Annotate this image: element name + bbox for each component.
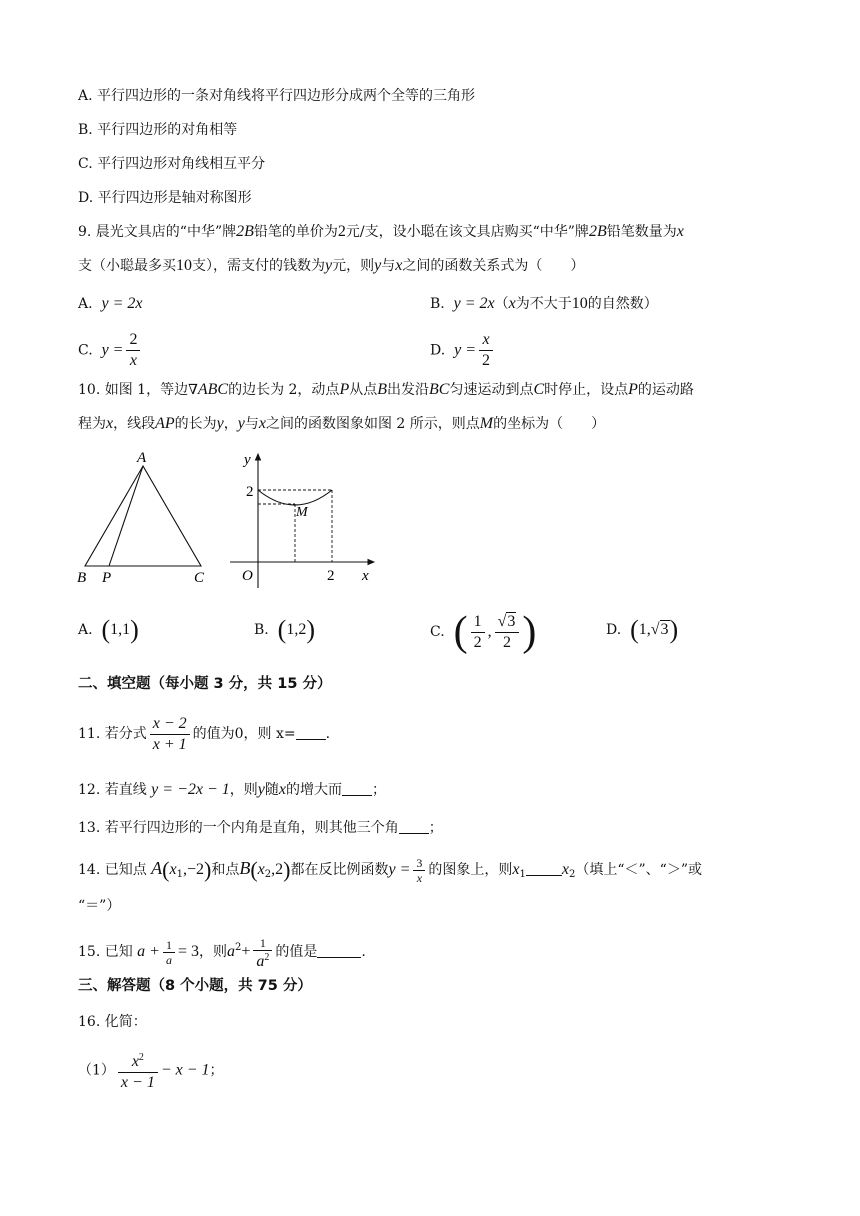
q15: 15. 已知 a + $\frac{1}{a}$ = 3，则$a^2+$ $\frac{1}{a^2}$ 的值是 . <box>78 935 366 970</box>
label-p: P <box>102 570 112 586</box>
q9-stem-line1: 9. 晨光文具店的“中华”牌2B铅笔的单价为2元/支，设小聪在该文具店购买“中华”牌2B铅笔数量为x <box>78 223 684 240</box>
q14-line2: “＝”） <box>78 898 121 914</box>
answer-blank[interactable] <box>342 781 372 796</box>
q9-stem-line2: 支（小聪最多买10支），需支付的钱数为y元，则y与x之间的函数关系式为（ ） <box>78 257 585 274</box>
label-y: y <box>244 452 251 468</box>
q9-option-c: C. y = $\frac{2}{x}$ <box>78 330 143 371</box>
q9-option-a: A. y = 2x <box>78 295 143 312</box>
triangle-abc <box>85 466 201 566</box>
answer-blank[interactable] <box>317 943 361 958</box>
label-b: B <box>77 570 87 586</box>
label-c: C <box>194 570 205 586</box>
q10-option-a: A. (1,1) <box>78 615 139 644</box>
q8-option-d: D. 平行四边形是轴对称图形 <box>78 190 252 206</box>
q10-stem-line1: 10. 如图 1，等边∇ABC的边长为 2，动点P从点B出发沿BC匀速运动到点C时停止，设点P的运动路 <box>78 381 694 398</box>
q10-option-c: C. ( $\frac{1}{2}$ , $\frac{√3}{2}$ ) <box>430 609 537 655</box>
answer-blank[interactable] <box>399 819 429 834</box>
q9-option-d: D. y = $\frac{x}{2}$ <box>430 330 496 371</box>
q9-option-b: B. y = 2x（x为不大于10的自然数） <box>430 295 658 312</box>
q10-stem-line2: 程为x，线段AP的长为y，y与x之间的函数图象如图 2 所示，则点M的坐标为（ ） <box>78 415 606 432</box>
q10-option-d: D. (1,√3) <box>606 615 679 644</box>
label-m: M <box>296 505 308 520</box>
q8-option-b: B. 平行四边形的对角相等 <box>78 122 238 138</box>
figure-2-graph <box>228 448 388 590</box>
figure-1-triangle <box>72 448 222 590</box>
q8-option-a: A. 平行四边形的一条对角线将平行四边形分成两个全等的三角形 <box>78 88 476 104</box>
q11: 11. 若分式 $\frac{x - 2}{x + 1}$ 的值为0，则 x= . <box>78 714 331 753</box>
answer-blank[interactable] <box>526 861 562 876</box>
q16-part1: （1） $\frac{x^2}{x - 1}$ − x − 1； <box>78 1048 224 1093</box>
curve-y-of-x <box>258 490 332 505</box>
label-two-y: 2 <box>246 484 254 500</box>
answer-blank[interactable] <box>296 725 326 740</box>
section-3-title: 三、解答题（8 个小题，共 75 分） <box>78 978 312 994</box>
q16-title: 16. 化简： <box>78 1014 147 1030</box>
q13: 13. 若平行四边形的一个内角是直角，则其他三个角 ； <box>78 820 443 836</box>
label-o: O <box>242 568 253 584</box>
q12: 12. 若直线 y = −2x − 1，则y随x的增大而 ； <box>78 781 386 798</box>
q10-option-b: B. (1,2) <box>254 615 315 644</box>
label-a: A <box>137 450 147 466</box>
q8-option-c: C. 平行四边形对角线相互平分 <box>78 156 266 172</box>
label-two-x: 2 <box>327 568 335 584</box>
q14-line1: 14. 已知点 $A(x_1,-2)$和点$B(x_2,2)$都在反比例函数y = $\frac{3}{x}$ 的图象上，则$x_1$ $x_2$（填上“＜”、“＞”或 <box>78 855 702 885</box>
label-x: x <box>362 568 369 584</box>
section-2-title: 二、填空题（每小题 3 分，共 15 分） <box>78 676 332 692</box>
